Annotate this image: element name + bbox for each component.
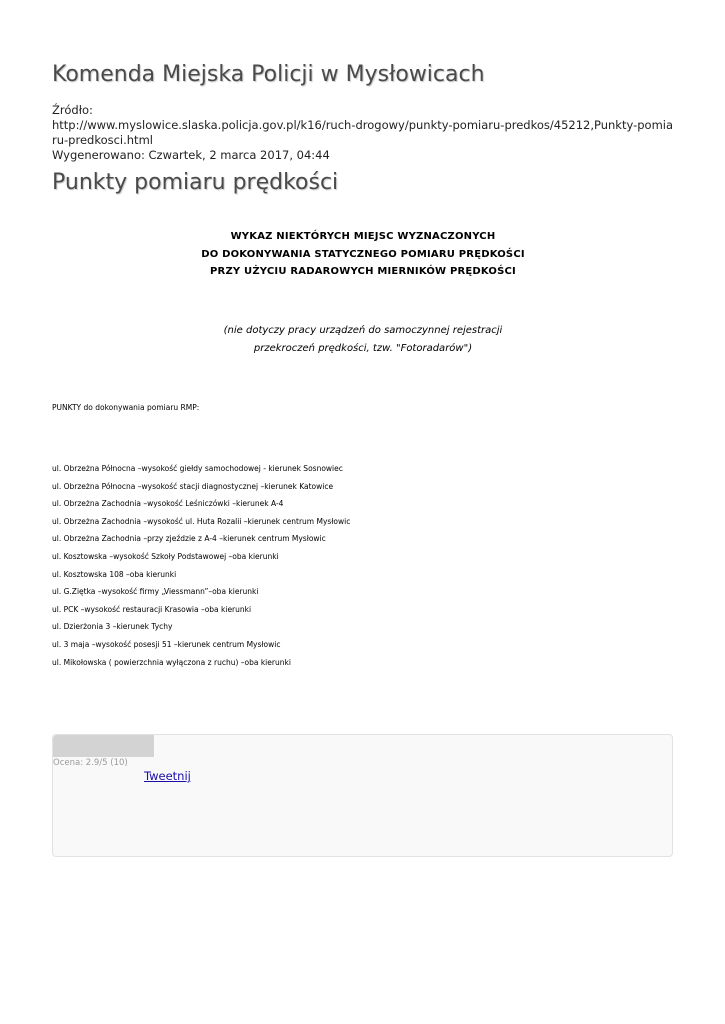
fotoradar-note xyxy=(52,322,674,357)
list-item: ul. Obrzeżna Zachodnia –przy zjeździe z A-4 –kierunek centrum Mysłowic xyxy=(52,534,326,544)
list-heading-line: PRZY UŻYCIU RADAROWYCH MIERNIKÓW PRĘDKOŚCI xyxy=(210,266,516,277)
list-heading-line: WYKAZ NIEKTÓRYCH MIEJSC WYZNACZONYCH xyxy=(230,231,496,242)
list-item: ul. Kosztowska 108 –oba kierunki xyxy=(52,569,177,579)
list-item: ul. Dzierżonia 3 –kierunek Tychy xyxy=(52,622,173,632)
source-url: http://www.myslowice.slaska.policja.gov.pl/k16/ruch-drogowy/punkty-pomiaru-predkos/45212,Punkty-pomiaru-predkosci.html xyxy=(52,118,674,147)
rating-stars-bar[interactable] xyxy=(53,735,154,757)
list-item: ul. Obrzeżna Zachodnia –wysokość Leśniczówki –kierunek A-4 xyxy=(52,499,284,509)
article-title: Punkty pomiaru prędkości xyxy=(52,170,339,195)
points-intro: PUNKTY do dokonywania pomiaru RMP: xyxy=(52,403,200,412)
note-line: (nie dotyczy pracy urządzeń do samoczynnej rejestracji xyxy=(223,325,503,336)
source-label: Źródło: xyxy=(52,103,93,117)
generated-date: Wygenerowano: Czwartek, 2 marca 2017, 04:44 xyxy=(52,148,330,162)
list-item: ul. PCK –wysokość restauracji Krasowia –oba kierunki xyxy=(52,604,252,614)
rating-panel xyxy=(52,734,673,857)
list-item: ul. Obrzeżna Północna –wysokość stacji diagnostycznej –kierunek Katowice xyxy=(52,481,334,491)
tweet-link[interactable]: Tweetnij xyxy=(144,769,191,783)
list-heading-line: DO DOKONYWANIA STATYCZNEGO POMIARU PRĘDKOŚCI xyxy=(201,248,525,260)
measurement-points-list xyxy=(52,463,350,674)
list-item: ul. Obrzeżna Północna –wysokość giełdy samochodowej - kierunek Sosnowiec xyxy=(52,464,343,473)
list-item: ul. 3 maja –wysokość posesji 51 –kierunek centrum Mysłowic xyxy=(52,639,281,649)
note-line: przekroczeń prędkości, tzw. "Fotoradarów") xyxy=(253,342,473,354)
list-item: ul. G.Ziętka –wysokość firmy „Viessmann”–oba kierunki xyxy=(52,587,259,597)
rating-text: Ocena: 2.9/5 (10) xyxy=(53,758,128,768)
list-item: ul. Mikołowska ( powierzchnia wyłączona z ruchu) –oba kierunki xyxy=(52,657,291,667)
list-heading xyxy=(52,228,674,281)
list-item: ul. Kosztowska –wysokość Szkoły Podstawowej –oba kierunki xyxy=(52,551,279,561)
list-item: ul. Obrzeżna Zachodnia –wysokość ul. Huta Rozalii –kierunek centrum Mysłowic xyxy=(52,516,351,526)
site-title: Komenda Miejska Policji w Mysłowicach xyxy=(52,62,485,87)
source-info xyxy=(52,103,674,163)
